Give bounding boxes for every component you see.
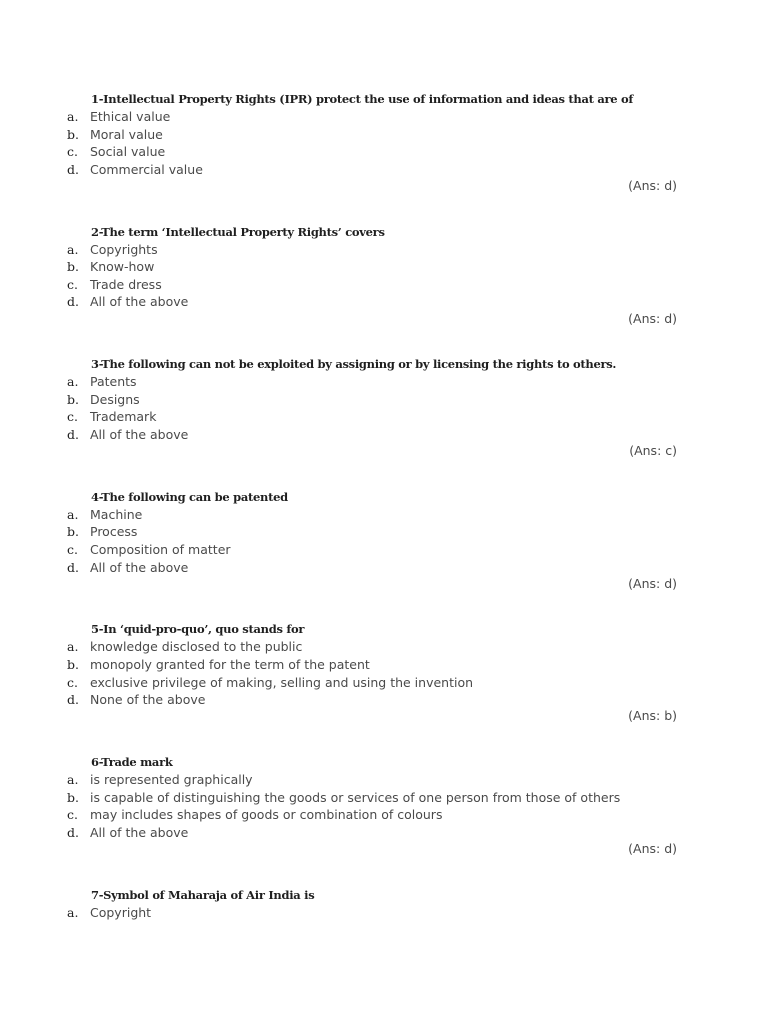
option-item: [0, 771, 768, 789]
option-text: None of the above: [90, 692, 206, 708]
option-text: Ethical value: [90, 109, 171, 124]
question-5: [0, 621, 768, 754]
option-text: Copyright: [90, 904, 152, 920]
option-item: [0, 789, 768, 807]
option-letter: a.: [67, 904, 79, 920]
option-item: [0, 638, 768, 656]
answer-label: (Ans: c): [629, 443, 677, 459]
question-title: 6-Trade mark: [91, 754, 173, 769]
option-item: [0, 241, 768, 259]
option-text: All of the above: [90, 294, 189, 310]
option-item: [0, 506, 768, 524]
option-letter: a.: [67, 374, 79, 390]
option-text: Trademark: [90, 409, 157, 425]
option-text: may includes shapes of goods or combination of colours: [90, 807, 443, 823]
option-item: [0, 426, 768, 444]
option-text: is represented graphically: [90, 771, 253, 787]
option-letter: c.: [67, 144, 78, 160]
option-text: All of the above: [90, 559, 189, 575]
option-letter: c.: [67, 276, 78, 292]
option-list: [0, 904, 768, 922]
question-3: [0, 356, 768, 489]
option-list: [0, 241, 768, 311]
question-4: [0, 489, 768, 622]
option-item: [0, 408, 768, 426]
option-text: All of the above: [90, 824, 189, 840]
option-text: Copyrights: [90, 241, 158, 257]
option-list: [0, 638, 768, 708]
option-item: [0, 258, 768, 276]
option-letter: a.: [67, 506, 79, 522]
question-2: [0, 224, 768, 357]
question-title: 4-The following can be patented: [91, 489, 288, 504]
option-list: [0, 373, 768, 443]
option-item: [0, 161, 768, 179]
option-item: [0, 391, 768, 409]
option-text: Moral value: [90, 126, 163, 142]
option-letter: c.: [67, 807, 78, 823]
option-letter: b.: [67, 524, 79, 540]
option-item: [0, 824, 768, 842]
answer-label: (Ans: d): [628, 840, 677, 856]
question-6: [0, 754, 768, 887]
option-letter: d.: [67, 824, 79, 840]
document-page: [0, 91, 768, 1019]
option-list: [0, 771, 768, 841]
option-letter: c.: [67, 409, 78, 425]
option-letter: d.: [67, 161, 79, 177]
option-item: [0, 541, 768, 559]
option-text: All of the above: [90, 426, 189, 442]
option-letter: d.: [67, 426, 79, 442]
option-text: Composition of matter: [90, 541, 231, 557]
option-text: monopoly granted for the term of the patent: [90, 656, 370, 672]
option-letter: c.: [67, 541, 78, 557]
option-item: [0, 126, 768, 144]
answer-label: (Ans: d): [628, 310, 677, 326]
option-text: Designs: [90, 391, 140, 407]
question-1: [0, 91, 768, 224]
option-text: Machine: [90, 506, 143, 522]
option-item: [0, 143, 768, 161]
option-item: [0, 559, 768, 577]
option-letter: a.: [67, 771, 79, 787]
option-letter: c.: [67, 674, 78, 690]
option-item: [0, 656, 768, 674]
option-list: [0, 108, 768, 178]
option-letter: b.: [67, 126, 79, 142]
option-text: is capable of distinguishing the goods or services of one person from those of others: [90, 789, 621, 805]
option-letter: d.: [67, 294, 79, 310]
option-text: Trade dress: [90, 276, 162, 292]
question-title: 1-Intellectual Property Rights (IPR) protect the use of information and ideas that are of: [91, 92, 634, 106]
option-item: [0, 806, 768, 824]
option-text: knowledge disclosed to the public: [90, 639, 303, 655]
option-text: exclusive privilege of making, selling and using the invention: [90, 674, 474, 690]
option-item: [0, 108, 768, 126]
question-title: 7-Symbol of Maharaja of Air India is: [91, 887, 315, 902]
option-letter: d.: [67, 559, 79, 575]
question-7: [0, 887, 768, 1020]
question-title: 2-The term ‘Intellectual Property Rights’ covers: [91, 224, 385, 239]
option-text: Process: [90, 524, 138, 540]
option-text: Social value: [90, 144, 166, 160]
option-letter: b.: [67, 656, 79, 672]
option-item: [0, 674, 768, 692]
option-letter: a.: [67, 109, 79, 124]
option-letter: a.: [67, 241, 79, 257]
option-text: Commercial value: [90, 161, 203, 177]
option-item: [0, 373, 768, 391]
answer-label: (Ans: d): [628, 575, 677, 591]
answer-label: (Ans: d): [628, 178, 677, 193]
option-item: [0, 904, 768, 922]
question-title: 3-The following can not be exploited by assigning or by licensing the rights to others.: [91, 357, 617, 372]
option-letter: b.: [67, 259, 79, 275]
answer-label: (Ans: b): [628, 708, 677, 724]
question-title: 5-In ‘quid-pro-quo’, quo stands for: [91, 622, 305, 637]
option-text: Patents: [90, 374, 137, 390]
option-item: [0, 523, 768, 541]
option-item: [0, 276, 768, 294]
option-letter: a.: [67, 639, 79, 655]
option-letter: d.: [67, 692, 79, 708]
option-text: Know-how: [90, 259, 155, 275]
option-item: [0, 691, 768, 709]
option-item: [0, 293, 768, 311]
option-letter: b.: [67, 391, 79, 407]
option-list: [0, 506, 768, 576]
option-letter: b.: [67, 789, 79, 805]
